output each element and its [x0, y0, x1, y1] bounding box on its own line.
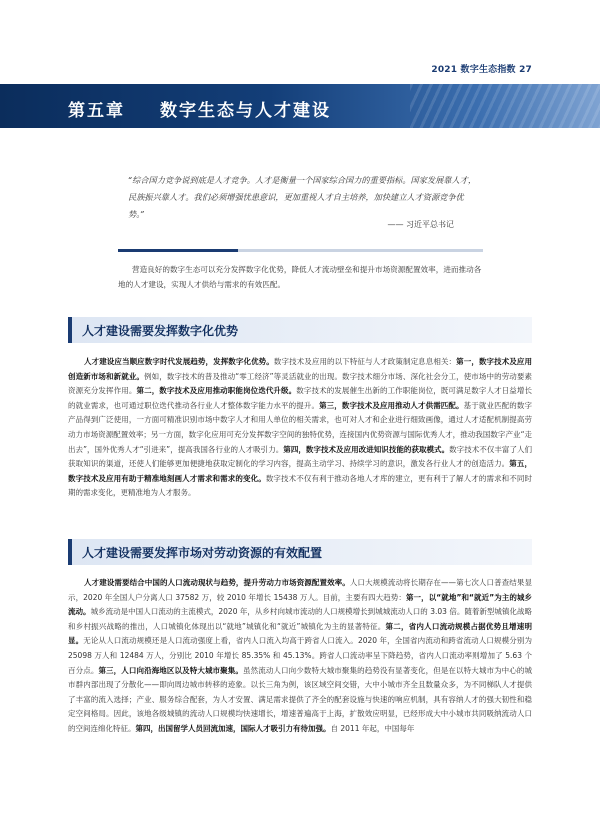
- section2-body: [68, 576, 532, 737]
- chapter-banner: [0, 84, 600, 128]
- section-heading-title: 人才建设需要发挥市场对劳动资源的有效配置: [82, 546, 323, 560]
- chapter-banner-stripes: [410, 84, 600, 128]
- trend-1: 第一，以“就地”和“就近”为主的城乡流动。: [68, 592, 532, 617]
- chapter-number: 第五章: [68, 101, 125, 121]
- epigraph-source: —— 习近平总书记: [387, 220, 454, 229]
- point-4: 第四，数字技术及应用改进知识技能的获取模式。: [283, 444, 450, 454]
- body-text: 数字技术不仅有利于推动各地人才库的建立，更有利于了解人才的需求和不同时期的需求变化，更精准地为人才服务。: [68, 473, 533, 498]
- point-5: 第五，数字技术及应用有助于精准地刻画人才需求和需求的变化。: [68, 459, 532, 483]
- epigraph-quote: “综合国力竞争说到底是人才竞争。人才是衡量一个国家综合国力的重要指标。国家发展靠人才，民族振兴靠人才。我们必须增强忧患意识，更加重视人才自主培养，加快建立人才资源竞争优势。”: [128, 175, 477, 219]
- body-text: 基于就业匹配的数字产品得到广泛使用，一方面可精准识别市场中数字人才和用人单位的相关需求，也可对人才和企业进行细致画像，通过人才适配机制提高劳动力市场资源配置效率；另一方面，数字化应用可充分发挥数字空间的独特优势，连接国内优势资源与国际优秀人才，推动我国数字产业“走出去”，国外优秀人才“引进来”，提高我国各行业的人才吸引力。: [68, 400, 533, 454]
- body-text: 例如，数字技术的普及推动“零工经济”等灵活就业的出现。数字技术细分市场、深化社会分工，使市场中的劳动要素资源充分发挥作用。: [68, 371, 532, 396]
- trend-4: 第四，出国留学人员回流加速，国际人才吸引力有待加强。: [135, 723, 331, 733]
- chapter-intro: 营造良好的数字生态可以充分发挥数字化优势，降低人才流动壁垒和提升市场资源配置效率，进而推动各地的人才建设，实现人才供给与需求的有效匹配。: [118, 265, 482, 289]
- section-heading-accent: [68, 539, 72, 565]
- epigraph-divider: [118, 249, 483, 252]
- body-text: 无论从人口流动规模还是人口流动强度上看，省内人口流入均高于跨省人口流入。2020 年，全国省内流动和跨省流动人口规模分别为 25098 万人和 12484 万人，分别比 2010 年增长 85.35% 和 45.13%。跨省人口流动率呈下降趋势，省内人口流动率则增加了 5.63 个百分点。: [68, 636, 533, 675]
- trend-3: 第三，人口向沿海地区以及特大城市聚集。: [98, 665, 243, 675]
- lead-sentence: 人才建设应当顺应数字时代发展趋势，发挥数字化优势。: [84, 357, 274, 366]
- point-3: 第三，数字技术及应用推动人才供需匹配。: [319, 400, 464, 410]
- body-text: 数字技术不仅丰富了人们获取知识的渠道，还使人们能够更加便捷地获取定制化的学习内容，提高主动学习、持续学习的意识，激发各行业人才的创造活力。: [68, 444, 533, 469]
- point-2: 第二，数字技术及应用推动职能岗位迭代升级。: [136, 386, 297, 396]
- body-text: 数字技术的发展催生出新的工作职能岗位，既可满足数字人才日益增长的就业需求，也可通过职位迭代推动各行业人才整体数字能力水平的提升。: [68, 386, 533, 410]
- trend-2: 第二，省内人口流动规模占据优势且增速明显。: [68, 621, 533, 646]
- section-heading-digital-advantage: [68, 317, 532, 343]
- body-text: 虽然流动人口向少数特大城市聚集的趋势没有显著变化，但是在以特大城市为中心的城市群内部出现了分散化——即向周边城市转移的迹象。以长三角为例，该区域空间交错，大中小城市齐全且数量众多，为不同梯队人才提供了丰富的流入选择；产业、服务综合配套，为人才安置、满足需求提供了齐全的配套设施与快速的响应机制，具有容纳人才的强大韧性和稳定空间格局。因此，该地各级城镇的流动人口规模均快速增长，增速普遍高于上海，扩散效应明显，已经形成大中小城市共同吸纳流动人口的空间连绵化特征。: [68, 665, 533, 733]
- body-text: 数字技术及应用的以下特征与人才政策制定息息相关：: [273, 357, 457, 366]
- top-rule: [0, 0, 600, 4]
- point-1: 第一，数字技术及应用创造新市场和新就业。: [68, 357, 533, 381]
- lead-sentence: 人才建设需要结合中国的人口流动现状与趋势，提升劳动力市场资源配置效率。: [84, 578, 350, 587]
- body-text: 人口大规模流动将长期存在——第七次人口普查结果显示，2020 年全国人户分离人口 37582 万，较 2010 年增长 15438 万人。目前，主要有四大趋势：: [68, 578, 532, 602]
- chapter-title: 数字生态与人才建设: [160, 101, 331, 121]
- body-text: 自 2011 年起，中国每年: [330, 723, 415, 733]
- section-heading-market-allocation: [68, 539, 532, 565]
- section1-body: [68, 355, 532, 501]
- section-heading-accent: [68, 317, 72, 343]
- body-text: 城乡流动是中国人口流动的主流模式，2020 年，从乡村向城市流动的人口规模增长到城城流动人口的 3.03 倍。随着新型城镇化战略和乡村振兴战略的推出，人口城镇化体现出以“就地”城镇化和“就近”城镇化为主的显著特征。: [68, 607, 533, 631]
- running-head: 2021 数字生态指数 27: [431, 65, 532, 75]
- section-heading-title: 人才建设需要发挥数字化优势: [82, 324, 239, 338]
